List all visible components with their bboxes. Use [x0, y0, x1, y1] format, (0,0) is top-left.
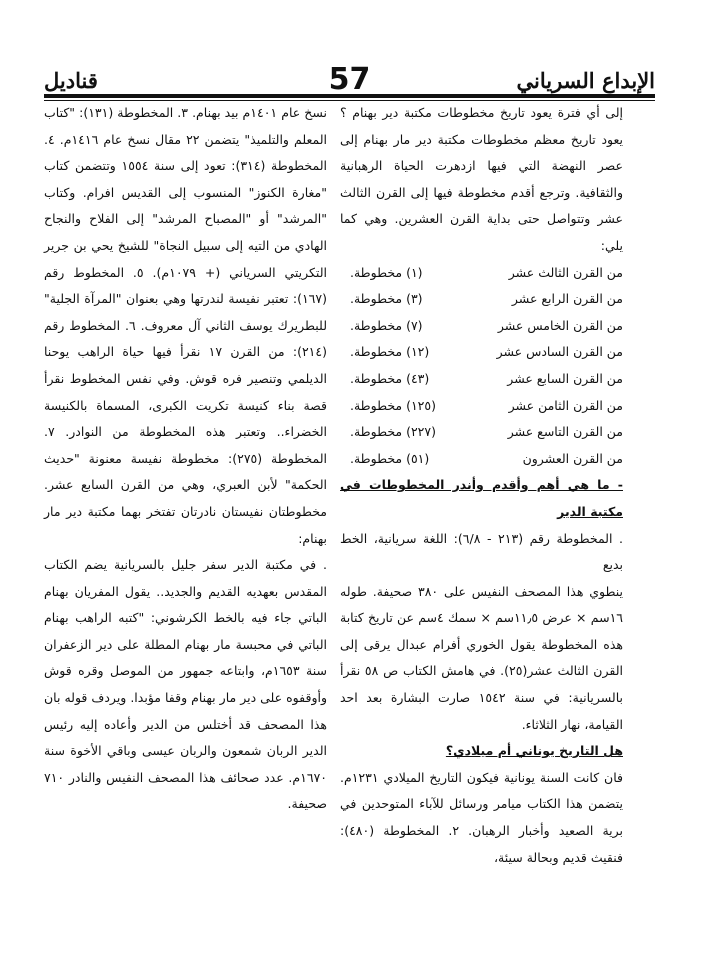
- left-column: [44, 100, 327, 818]
- list-item: [340, 260, 623, 287]
- century-label: من القرن التاسع عشر: [507, 424, 623, 440]
- manuscript-count: (٣) مخطوطة.: [350, 291, 423, 307]
- century-label: من القرن الرابع عشر: [511, 291, 623, 307]
- list-item: [340, 366, 623, 393]
- manuscript-count: (٤٣) مخطوطة.: [350, 370, 430, 386]
- century-label: من القرن الخامس عشر: [497, 317, 623, 333]
- manuscript-count: (٧) مخطوطة.: [350, 317, 423, 333]
- list-item: [340, 313, 623, 340]
- magazine-title: الإبداع السرياني: [516, 68, 655, 93]
- manuscript-count: (١٢٥) مخطوطة.: [350, 397, 436, 413]
- bible-paragraph: . في مكتبة الدير سفر جليل بالسريانية يضم الكتاب المقدس بعهديه القديم والجديد.. يقول المفريان بهنام الباتي جاء فيه بالخط الكرشوني: "كتبه الراهب بهنام الباتي في محبسة مار بهنام المطلة على دير الزعفران سنة ١٦٥٣م، وابتاعه جمهور من الموصل وقره قوش وأوقفوه على دير مار بهنام وقفا مؤبدا. ويردف قوله بان هذا المصحف قد أختلس من الدير وأعاده إليه رئيس الدير الربان شمعون والربان عيسى وباقي الأخوة سنة ١٦٧٠م. عدد صحائف هذا المصحف النفيس والنادر ٧١٠ صحيفة.: [44, 557, 327, 812]
- manuscript-count: (٥١) مخطوطة.: [350, 450, 430, 466]
- century-label: من القرن السادس عشر: [496, 344, 623, 360]
- list-item: [340, 286, 623, 313]
- manuscript-count: (٢٢٧) مخطوطة.: [350, 424, 436, 440]
- date-paragraph: فان كانت السنة يونانية فيكون التاريخ الميلادي ١٢٣١م. يتضمن هذا الكتاب ميامر ورسائل للآباء المتوحدين في برية الصعيد وأخبار الرهبان. ٢. المخطوطة (٤٨٠): فنقيث قديم وبحالة سيئة،: [340, 769, 623, 865]
- century-label: من القرن السابع عشر: [507, 370, 623, 386]
- intro-paragraph: إلى أي فترة يعود تاريخ مخطوطات مكتبة دير بهنام ؟ يعود تاريخ معظم مخطوطات مكتبة دير مار بهنام إلى عصر النهضة التي فيها ازدهرت الحياة الرهبانية والثقافية. وترجع أقدم مخطوطة فيها إلى القرن الثالث عشر وتتواصل حتى بداية القرن العشرين. وهي كما يلي:: [340, 105, 623, 253]
- page-number: 57: [328, 62, 371, 97]
- section-heading: - ما هي أهم وأقدم وأندر المخطوطات في مكتبة الدير: [340, 477, 623, 519]
- century-label: من القرن الثامن عشر: [508, 397, 623, 413]
- manuscript-count: (١) مخطوطة.: [350, 264, 423, 280]
- section-name: قناديل: [44, 68, 98, 93]
- century-label: من القرن الثالث عشر: [508, 264, 623, 280]
- manuscript-title: . المخطوطة رقم (٢١٣ - ٦/٨): اللغة سريانية، الخط بديع: [340, 530, 623, 573]
- list-item: [340, 446, 623, 473]
- list-item: [340, 393, 623, 420]
- page-header: [44, 62, 655, 104]
- header-rule-thick: [44, 94, 655, 98]
- century-label: من القرن العشرون: [522, 450, 623, 466]
- century-list: [340, 260, 623, 473]
- manuscript-description: ينطوي هذا المصحف النفيس على ٣٨٠ صحيفة. طوله ١٦سم × عرض ١١٫٥سم × سمك ٤سم عن تاريخ كتابة هذه المخطوطة يقول الخوري أفرام عبدال يرقى إلى القرن الثالث عشر(٢٥). في هامش الكتاب ص ٥٨ نقرأ بالسريانية: في سنة ١٥٤٢ صارت البشارة بعد احد القيامة، نهار الثلاثاء.: [340, 583, 623, 732]
- right-column: [340, 100, 623, 871]
- list-item: [340, 339, 623, 366]
- question-heading: هل التاريخ يوناني أم ميلادي؟: [445, 743, 623, 759]
- list-item: [340, 419, 623, 446]
- manuscripts-paragraph: نسخ عام ١٤٠١م بيد بهنام. ٣. المخطوطة (١٣١): "كتاب المعلم والتلميذ" يتضمن ٢٢ مقال نسخ عام ١٤١٦م. ٤. المخطوطة (٣١٤): تعود إلى سنة ١٥٥٤ وتتضمن كتاب "مغارة الكنوز" المنسوب إلى القديس افرام. وكتاب "المرشد" أو "المصباح المرشد" إلى الفلاح والنجاح الهادي من التيه إلى سبيل النجاة" للشيخ يحي بن جرير التكريتي السرياني (+ ١٠٧٩م). ٥. المخطوط رقم (١٦٧): تعتبر نفيسة لندرتها وهي بعنوان "المرآة الجلية" للبطريرك يوسف الثاني آل معروف. ٦. المخطوط رقم (٢١٤): من القرن ١٧ نقرأ فيها حياة الراهب يوحنا الديلمي وتنصير فره قوش. وفي نفس المخطوط نقرأ قصة بناء كنيسة تكريت الكبرى، المسماة بالكنيسة الخضراء.. وتعتبر هذه المخطوطة من النوادر. ٧. المخطوطة (٢٧٥): مخطوطة نفيسة معنونة "حديث الحكمة" لأبن العبري، وهي من القرن السابع عشر. مخطوطتان نفيستان نادرتان تفتخر بهما مكتبة دير مار بهنام:: [44, 105, 328, 546]
- manuscript-count: (١٢) مخطوطة.: [350, 344, 430, 360]
